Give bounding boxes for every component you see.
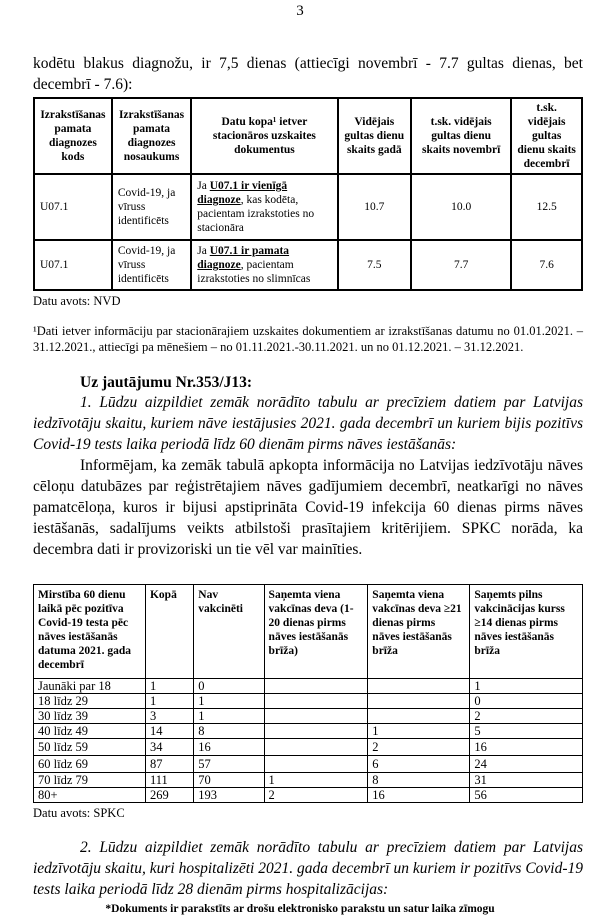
cell-total: 3 [145, 709, 193, 724]
cell-diagnosis-code: U07.1 [34, 174, 112, 240]
desc-suffix: , pacientam izrakstoties no slimnīcas [197, 259, 311, 285]
cell-full-course: 16 [470, 739, 583, 756]
footnote: ¹Dati ietver informāciju par stacionārajiem uzskaites dokumentiem ar izrakstīšanas datumu no 01.01.2021. – 31.12.2021., attiecīgi pa mēnešiem – no 01.11.2021.-30.11.2021. un no 01.12.2021. – 31.12.2021. [33, 324, 583, 354]
cell-one-dose-21days: 8 [368, 773, 470, 788]
cell-unvaccinated: 1 [194, 694, 264, 709]
column-header-name: Izrakstīšanas pamata diagnozes nosaukums [112, 98, 191, 174]
cell-full-course: 24 [470, 756, 583, 773]
cell-one-dose-recent [264, 724, 368, 739]
cell-one-dose-recent [264, 739, 368, 756]
table-row [34, 174, 582, 240]
column-header-mortality: Mirstība 60 dienu laikā pēc pozitīva Covid-19 testa pēc nāves iestāšanās datuma 2021. gada decembrī [34, 585, 146, 679]
table-row [34, 756, 583, 773]
intro-paragraph: kodētu blakus diagnožu, ir 7,5 dienas (attiecīgi novembrī - 7.7 gultas dienas, bet decembrī - 7.6): [33, 55, 583, 93]
cell-age-group: 50 līdz 59 [34, 739, 146, 756]
cell-one-dose-recent: 1 [264, 773, 368, 788]
cell-avg-december: 7.6 [511, 240, 582, 290]
request-paragraph-1: 1. Lūdzu aizpildiet zemāk norādīto tabulu ar precīziem datiem par Latvijas iedzīvotāju skaitu, kuriem nāve iestājusies 2021. gada decembrī un kuriem bijis pozitīvs Covid-19 tests laika periodā līdz 60 dienām pirms nāves iestāšanās: [33, 394, 583, 453]
cell-unvaccinated: 16 [194, 739, 264, 756]
column-header-avg-november: t.sk. vidējais gultas dienu skaits novembrī [411, 98, 511, 174]
desc-emphasis: U07.1 ir pamata diagnoze [197, 245, 290, 271]
cell-diagnosis-name: Covid-19, ja vīruss identificēts [112, 174, 191, 240]
cell-age-group: 18 līdz 29 [34, 694, 146, 709]
cell-full-course: 31 [470, 773, 583, 788]
cell-full-course: 1 [470, 679, 583, 694]
cell-age-group: 70 līdz 79 [34, 773, 146, 788]
signature-footer: *Dokuments ir parakstīts ar drošu elektronisko parakstu un satur laika zīmogu [105, 903, 495, 915]
cell-avg-year: 7.5 [338, 240, 411, 290]
table-header-row [34, 98, 582, 174]
cell-unvaccinated: 193 [194, 788, 264, 803]
column-header-avg-december: t.sk. vidējais gultas dienu skaits decembrī [511, 98, 582, 174]
question-heading: Uz jautājumu Nr.353/J13: [80, 374, 253, 391]
request-paragraph-2: 2. Lūdzu aizpildiet zemāk norādīto tabulu ar precīziem datiem par Latvijas iedzīvotāju skaitu, kuri hospitalizēti 2021. gada decembrī un kuriem ir pozitīvs Covid-19 tests laika periodā līdz 28 dienām pirms hospitalizācijas: [33, 839, 583, 898]
table-row [34, 739, 583, 756]
column-header-full-course: Saņemts pilns vakcinācijas kurss ≥14 dienas pirms nāves iestāšanās brīža [470, 585, 583, 679]
column-header-dataset: Datu kopa¹ ietver stacionāros uzskaites dokumentus [191, 98, 337, 174]
cell-one-dose-21days [368, 709, 470, 724]
cell-age-group: 80+ [34, 788, 146, 803]
table-row [34, 788, 583, 803]
table-row [34, 709, 583, 724]
cell-one-dose-21days: 6 [368, 756, 470, 773]
table-row [34, 724, 583, 739]
column-header-code: Izrakstīšanas pamata diagnozes kods [34, 98, 112, 174]
table-row [34, 240, 582, 290]
table-row [34, 679, 583, 694]
cell-total: 34 [145, 739, 193, 756]
cell-age-group: 60 līdz 69 [34, 756, 146, 773]
desc-emphasis: U07.1 ir vienīgā diagnoze [197, 180, 288, 206]
data-source-spkc: Datu avots: SPKC [33, 806, 125, 820]
table-header-row [34, 585, 583, 679]
cell-full-course: 2 [470, 709, 583, 724]
cell-diagnosis-name: Covid-19, ja vīruss identificēts [112, 240, 191, 290]
cell-avg-year: 10.7 [338, 174, 411, 240]
cell-one-dose-21days: 1 [368, 724, 470, 739]
cell-diagnosis-code: U07.1 [34, 240, 112, 290]
cell-one-dose-recent [264, 694, 368, 709]
cell-one-dose-recent [264, 756, 368, 773]
cell-avg-december: 12.5 [511, 174, 582, 240]
cell-unvaccinated: 70 [194, 773, 264, 788]
cell-full-course: 5 [470, 724, 583, 739]
cell-unvaccinated: 8 [194, 724, 264, 739]
cell-one-dose-recent: 2 [264, 788, 368, 803]
cell-full-course: 56 [470, 788, 583, 803]
cell-full-course: 0 [470, 694, 583, 709]
cell-total: 1 [145, 679, 193, 694]
data-source-nvd: Datu avots: NVD [33, 294, 121, 308]
column-header-avg-year: Vidējais gultas dienu skaits gadā [338, 98, 411, 174]
mortality-vaccination-table [33, 584, 583, 803]
cell-one-dose-21days: 16 [368, 788, 470, 803]
column-header-one-dose-21days: Saņemta viena vakcīnas deva ≥21 dienas pirms nāves iestāšanās brīža [368, 585, 470, 679]
cell-dataset-description [191, 240, 337, 290]
document-body [33, 53, 583, 900]
column-header-total: Kopā [145, 585, 193, 679]
page-number: 3 [296, 3, 304, 19]
column-header-one-dose-recent: Saņemta viena vakcīnas deva (1-20 dienas pirms nāves iestāšanās brīža) [264, 585, 368, 679]
cell-total: 14 [145, 724, 193, 739]
desc-prefix: Ja [197, 245, 210, 257]
cell-total: 87 [145, 756, 193, 773]
cell-age-group: Jaunāki par 18 [34, 679, 146, 694]
column-header-unvaccinated: Nav vakcinēti [194, 585, 264, 679]
cell-age-group: 40 līdz 49 [34, 724, 146, 739]
cell-one-dose-21days: 2 [368, 739, 470, 756]
desc-prefix: Ja [197, 180, 210, 192]
cell-total: 1 [145, 694, 193, 709]
cell-dataset-description [191, 174, 337, 240]
cell-one-dose-21days [368, 694, 470, 709]
info-paragraph: Informējam, ka zemāk tabulā apkopta informācija no Latvijas iedzīvotāju nāves cēloņu datubāzes par reģistrētajiem nāves gadījumiem decembrī, neatkarīgi no nāves pamatcēloņa, kuros ir bijusi apstiprināta Covid-19 infekcija 60 dienas pirms nāves iestāšanās, sadalījums veikts atbilstoši prasītajiem kritērijiem. SPKC norāda, ka decembra dati ir provizoriski un tie vēl var mainīties. [33, 457, 583, 558]
cell-avg-november: 10.0 [411, 174, 511, 240]
cell-unvaccinated: 0 [194, 679, 264, 694]
cell-one-dose-21days [368, 679, 470, 694]
table-row [34, 694, 583, 709]
cell-one-dose-recent [264, 709, 368, 724]
cell-total: 269 [145, 788, 193, 803]
cell-age-group: 30 līdz 39 [34, 709, 146, 724]
cell-one-dose-recent [264, 679, 368, 694]
desc-suffix: , kas kodēta, pacientam izrakstoties no stacionāra [197, 194, 315, 234]
table-row [34, 773, 583, 788]
cell-unvaccinated: 57 [194, 756, 264, 773]
cell-unvaccinated: 1 [194, 709, 264, 724]
cell-avg-november: 7.7 [411, 240, 511, 290]
cell-total: 111 [145, 773, 193, 788]
discharge-diagnosis-table [33, 97, 583, 291]
